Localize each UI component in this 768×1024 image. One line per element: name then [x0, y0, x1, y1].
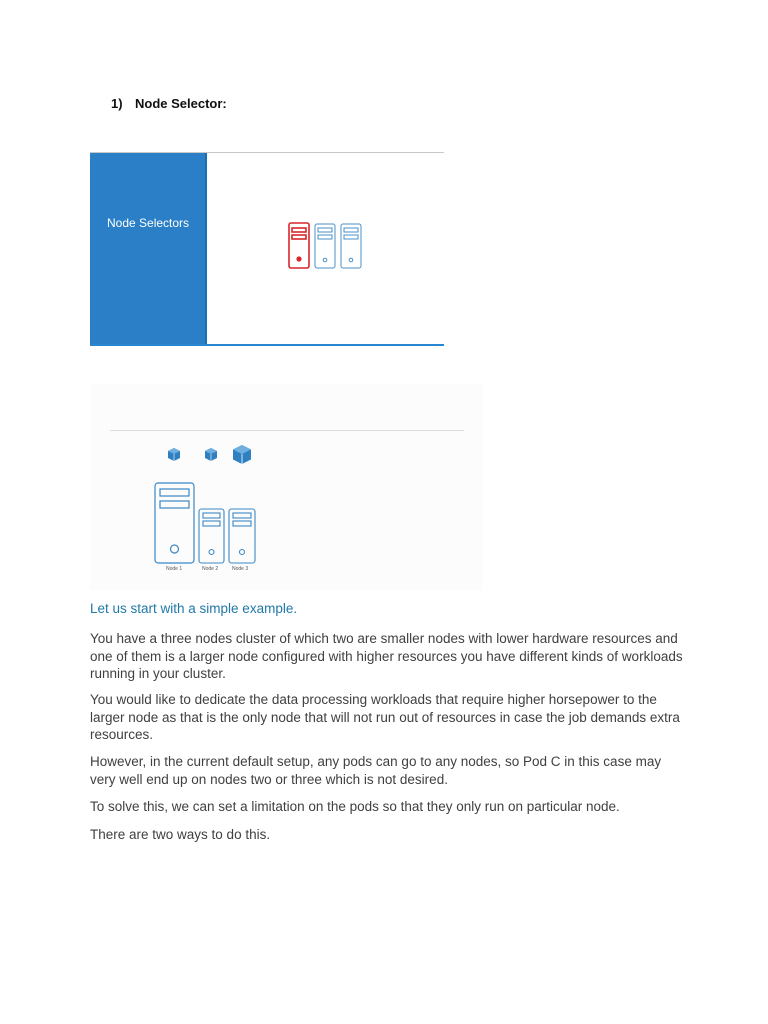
pods-row [166, 444, 256, 466]
section-title: Node Selector: [135, 96, 227, 111]
paragraph: To solve this, we can set a limitation on the pods so that they only run on particular node. [90, 799, 620, 814]
paragraph: However, in the current default setup, any pods can go to any nodes, so Pod C in this case may very well end up on nodes two or three which is not desired. [90, 754, 662, 787]
pod-cube-icon [205, 448, 217, 461]
node-label: Node 1 [166, 566, 183, 572]
section-heading [111, 96, 227, 111]
large-node-icon [155, 483, 194, 563]
paragraph: You would like to dedicate the data processing workloads that require higher horsepower to the larger node as that is the only node that will not run out of resources in case the job demands extra resources. [90, 692, 680, 742]
node-label: Node 2 [202, 566, 219, 572]
divider [110, 430, 464, 431]
server-group-icon [288, 222, 364, 270]
nodes-row [152, 482, 262, 576]
highlighted-server-icon [289, 223, 309, 268]
server-icon [341, 224, 361, 268]
slide-title-panel [90, 153, 207, 344]
pod-cube-icon [233, 445, 251, 464]
paragraph: There are two ways to do this. [90, 827, 271, 842]
small-node-icon [199, 509, 224, 563]
server-icon [315, 224, 335, 268]
slide-title: Node Selectors [107, 216, 190, 230]
cluster-diagram [90, 384, 482, 590]
node-label: Node 3 [232, 566, 249, 572]
paragraph: You have a three nodes cluster of which two are smaller nodes with lower hardware resources and one of them is a larger node configured with higher resources you have different kinds of workloads running in your cluster. [90, 631, 683, 681]
small-node-icon [229, 509, 255, 563]
section-number: 1) [111, 96, 123, 111]
intro-heading: Let us start with a simple example. [90, 601, 298, 616]
nodes-illustration [152, 482, 262, 566]
node-selectors-slide [90, 152, 444, 346]
pod-cube-icon [168, 448, 180, 461]
